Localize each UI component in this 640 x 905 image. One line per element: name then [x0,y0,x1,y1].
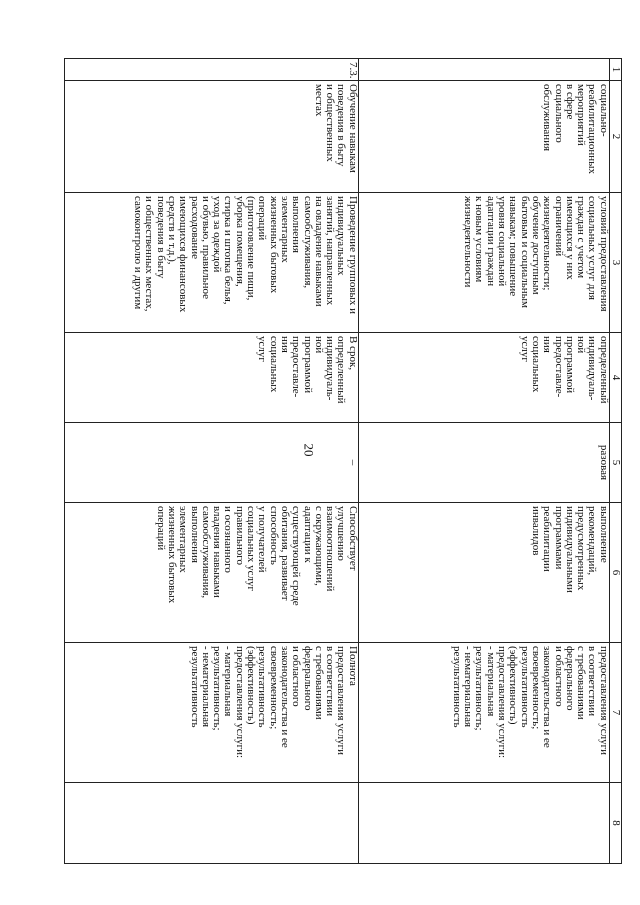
service-quality: предоставления услуги в соответствии с требованиями федерального и областного законодательства и ее своевременность; результативность (эффективность) предоставления услуги: - материальная результативность; - нематериальная результативность [358,643,609,783]
service-term: определенный индивидуаль- ной программой предоставле- ния социальных услуг [358,333,609,423]
header-cell: 8 [609,783,621,864]
table-row [65,59,359,864]
services-table [64,58,622,864]
service-effect: Способствует улучшению взаимоотношений с окружающими, адаптации к существующей среде обитания, развивает способность у получателей социальных услуг правильного и осознанного владения навыками самообслуживания, выполнения элементарных жизненных бытовых операций [65,503,359,643]
service-effect: выполнение рекомендаций, предусмотренных индивидуальными программами реабилитации инвалидов [358,503,609,643]
row-number: 7.3. [65,59,359,81]
page-number: 20 [301,443,317,457]
header-cell: 6 [609,503,621,643]
service-description: Проведение групповых и индивидуальных занятий, направленных на овладение навыками самообслуживания, выполнения элементарных жизненных бытовых операций (приготовление пищи, уборка помещения, стирка и штопка белья, уход за одеждой и обувью, правильное расходование имеющихся финансовых средств и т.д.), поведения в быту и общественных местах, самоконтролю и другим [65,193,359,333]
service-extra [358,783,609,864]
header-cell: 7 [609,643,621,783]
header-row [609,59,621,864]
service-name: Обучение навыкам поведения в быту и общественных местах [65,81,359,193]
service-quality: Полнота предоставления услуги в соответствии с требованиями федерального и областного законодательства и ее своевременность; результативность (эффективность) предоставления услуги: - материальная результативность; - нематериальная результативность [65,643,359,783]
table-row [358,59,609,864]
service-term: В срок, определенный индивидуаль- ной программой предоставле- ния социальных услуг [65,333,359,423]
header-cell: 5 [609,423,621,503]
service-extra [65,783,359,864]
header-cell: 2 [609,81,621,193]
service-unit: – [65,423,359,503]
header-cell: 1 [609,59,621,81]
row-number [358,59,609,81]
service-description: условий предоставления социальных услуг для граждан с учетом имеющихся у них ограничений жизнедеятельности; обучение доступным бытовым и социальным навыкам; повышение уровня социальной адаптации граждан к новым условиям жизнедеятельности [358,193,609,333]
rotated-page [64,58,622,863]
header-cell: 4 [609,333,621,423]
service-unit: разовая [358,423,609,503]
header-cell: 3 [609,193,621,333]
service-name: социально- реабилитационных мероприятий в сфере социального обслуживания [358,81,609,193]
